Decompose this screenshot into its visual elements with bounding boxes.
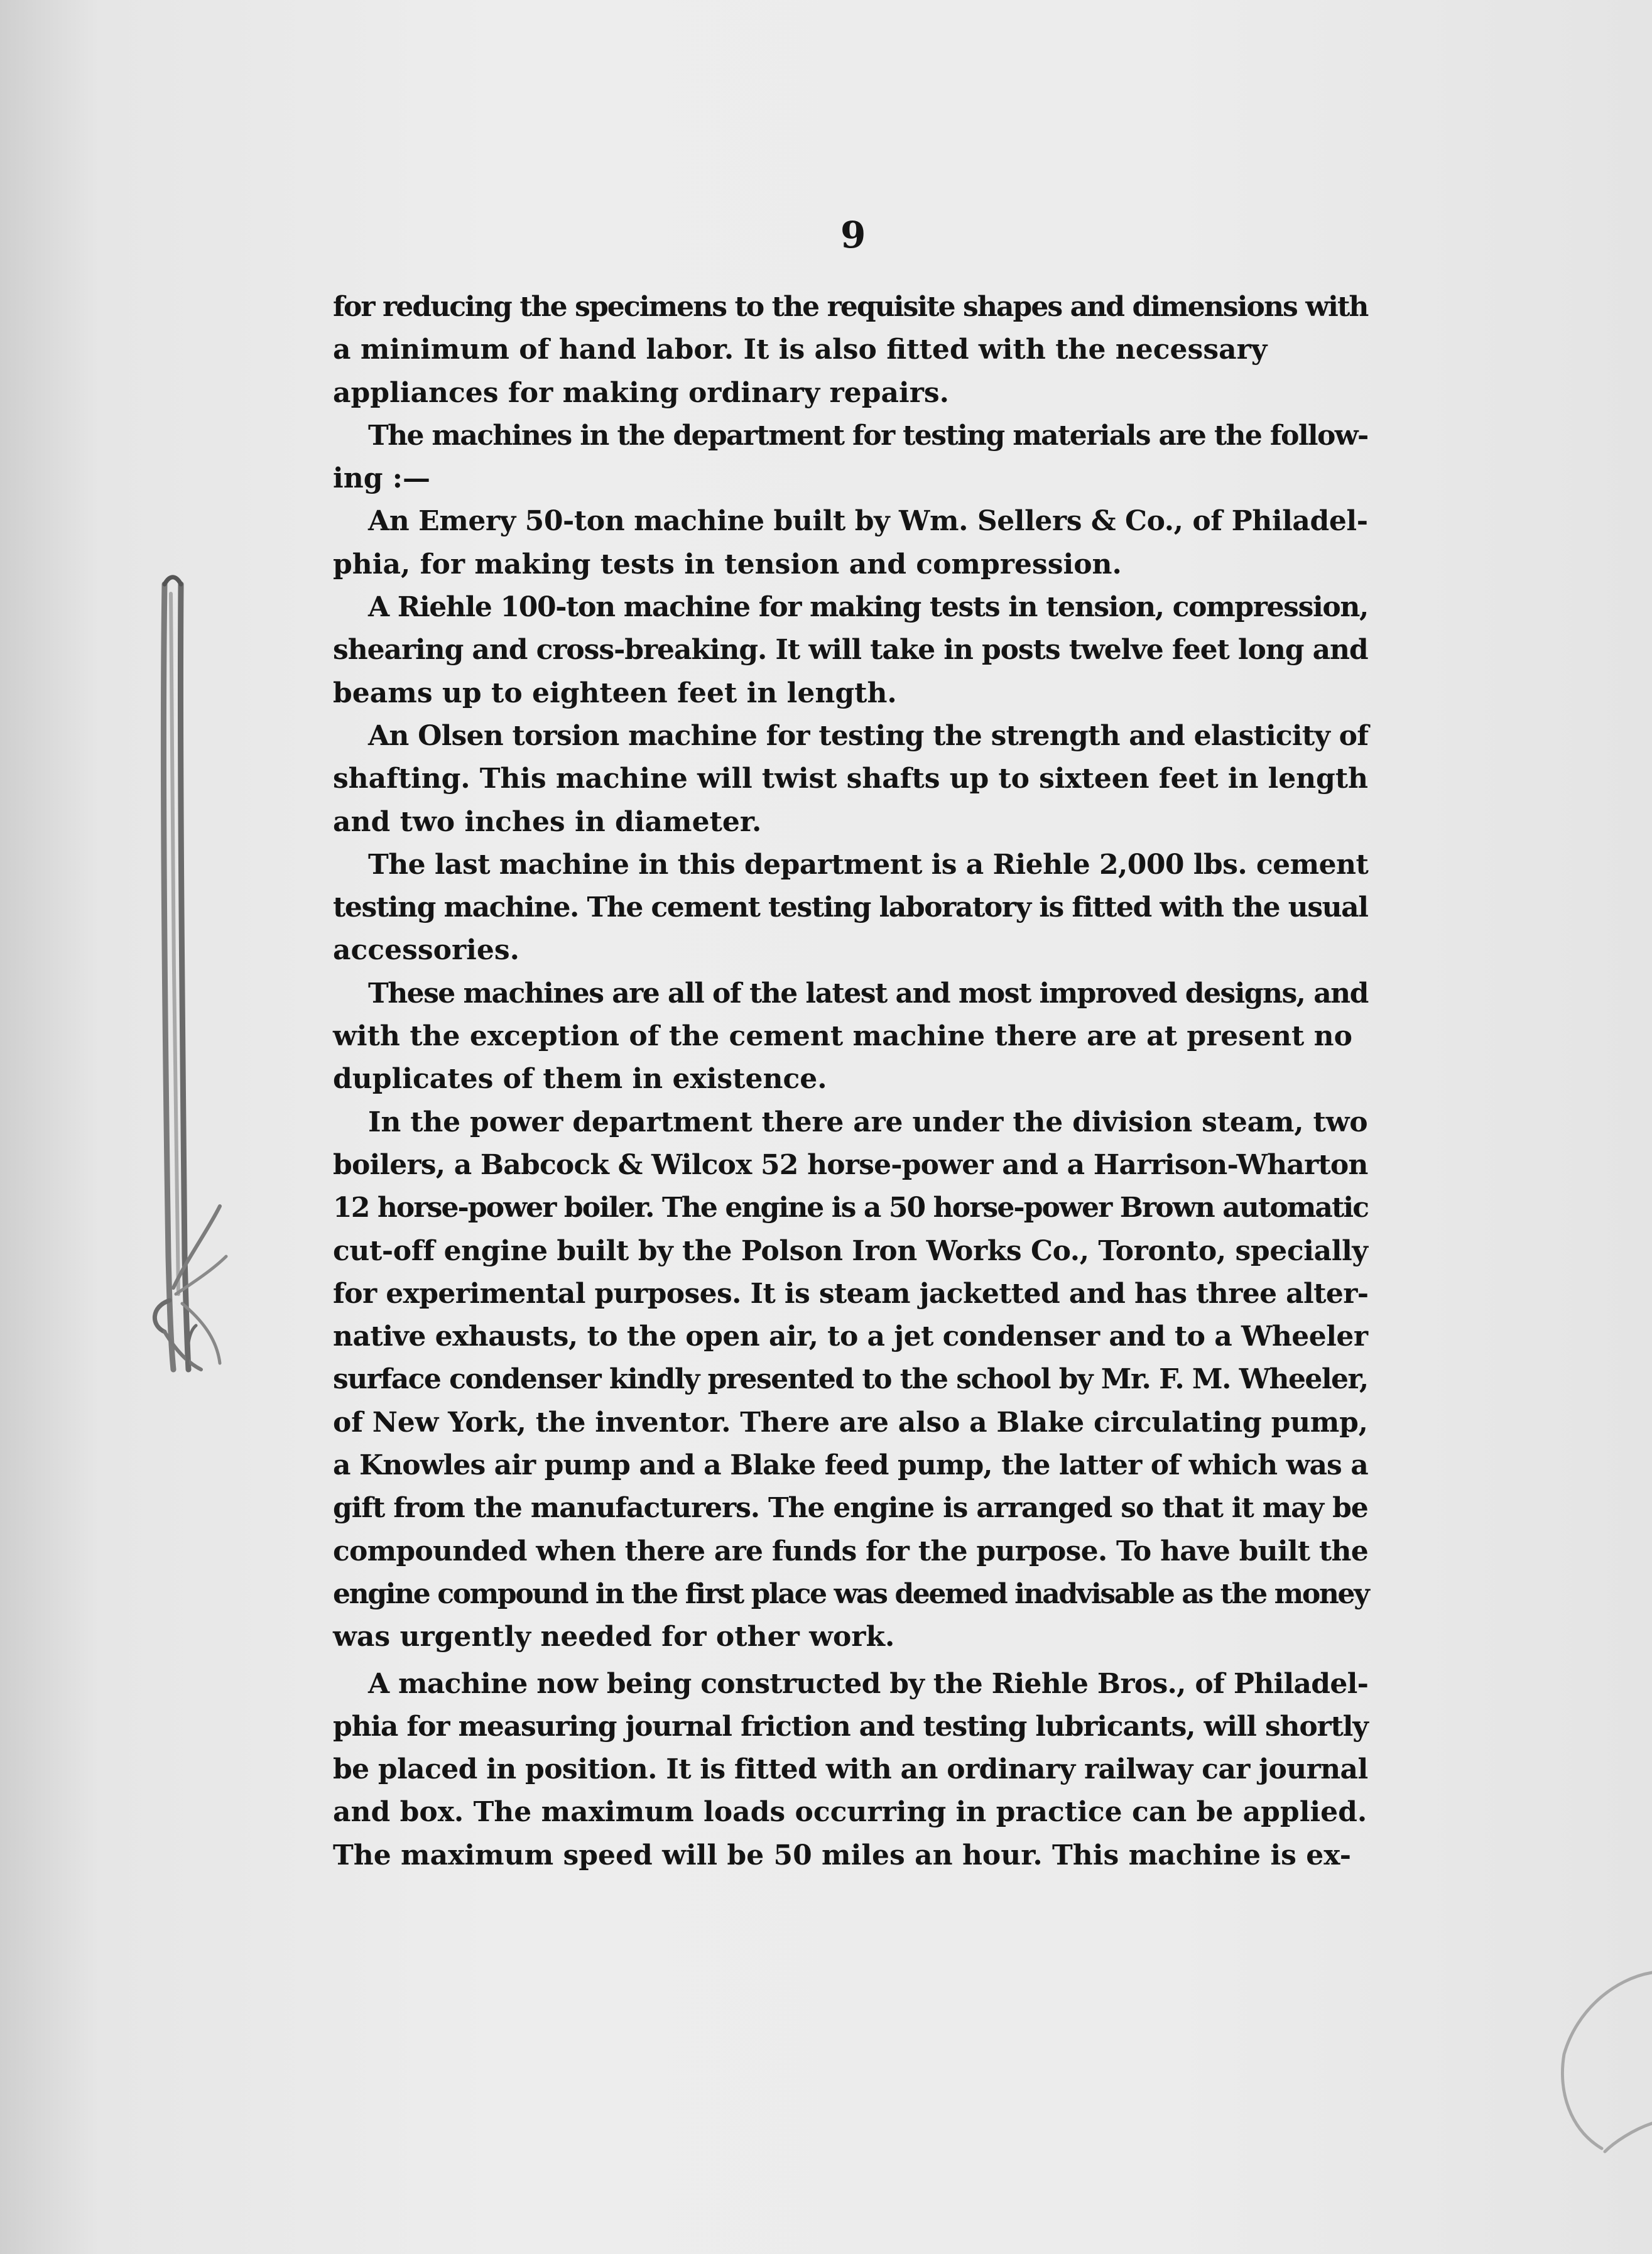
- text-line: The last machine in this department is a Riehle 2,000 lbs. cement: [368, 848, 1369, 881]
- text-line: accessories.: [333, 934, 519, 967]
- text-line: a Knowles air pump and a Blake feed pump, the latter of which was a: [333, 1449, 1368, 1482]
- text-line: These machines are all of the latest and most improved designs, and: [368, 977, 1368, 1010]
- text-line: appliances for making ordinary repairs.: [333, 376, 949, 409]
- text-line: boilers, a Babcock & Wilcox 52 horse-power and a Harrison-Wharton: [333, 1148, 1368, 1181]
- text-line: for experimental purposes. It is steam jacketted and has three alter-: [333, 1277, 1369, 1310]
- text-line: engine compound in the first place was deemed inadvisable as the money: [333, 1577, 1369, 1610]
- text-line: The maximum speed will be 50 miles an hour. This machine is ex-: [333, 1839, 1351, 1871]
- text-line: cut-off engine built by the Polson Iron Works Co., Toronto, specially: [333, 1234, 1368, 1267]
- text-line: was urgently needed for other work.: [333, 1621, 895, 1653]
- page-number: 9: [840, 214, 866, 256]
- text-line: gift from the manufacturers. The engine is arranged so that it may be: [333, 1492, 1368, 1525]
- text-line: for reducing the specimens to the requisite shapes and dimensions with: [333, 291, 1368, 323]
- text-line: An Emery 50-ton machine built by Wm. Sellers & Co., of Philadel-: [368, 505, 1368, 538]
- text-line: and box. The maximum loads occurring in practice can be applied.: [333, 1796, 1367, 1829]
- text-line: and two inches in diameter.: [333, 805, 762, 838]
- text-line: 12 horse-power boiler. The engine is a 50 horse-power Brown automatic: [333, 1192, 1369, 1224]
- text-line: shearing and cross-breaking. It will take in posts twelve feet long and: [333, 634, 1368, 667]
- text-line: phia, for making tests in tension and compression.: [333, 548, 1122, 580]
- body-text: [333, 286, 1368, 1877]
- text-line: beams up to eighteen feet in length.: [333, 677, 897, 709]
- text-line: ing :—: [333, 462, 431, 495]
- text-line: The machines in the department for testing materials are the follow-: [368, 419, 1368, 452]
- text-line: In the power department there are under the division steam, two: [368, 1106, 1368, 1138]
- text-line: A Riehle 100-ton machine for making tests in tension, compression,: [368, 591, 1368, 624]
- text-line: duplicates of them in existence.: [333, 1063, 827, 1096]
- text-line: a minimum of hand labor. It is also fitted with the necessary: [333, 334, 1268, 366]
- text-line: A machine now being constructed by the Riehle Bros., of Philadel-: [368, 1667, 1369, 1700]
- text-line: of New York, the inventor. There are also a Blake circulating pump,: [333, 1406, 1368, 1439]
- text-line: phia for measuring journal friction and testing lubricants, will shortly: [333, 1710, 1368, 1743]
- text-line: surface condenser kindly presented to the school by Mr. F. M. Wheeler,: [333, 1363, 1368, 1396]
- text-line: native exhausts, to the open air, to a jet condenser and to a Wheeler: [333, 1320, 1368, 1353]
- text-line: with the exception of the cement machine there are at present no: [333, 1020, 1353, 1053]
- text-line: be placed in position. It is fitted with an ordinary railway car journal: [333, 1753, 1368, 1786]
- text-line: An Olsen torsion machine for testing the strength and elasticity of: [368, 719, 1369, 752]
- text-line: compounded when there are funds for the purpose. To have built the: [333, 1535, 1368, 1567]
- text-line: shafting. This machine will twist shafts up to sixteen feet in length: [333, 763, 1368, 795]
- text-line: testing machine. The cement testing laboratory is fitted with the usual: [333, 891, 1368, 924]
